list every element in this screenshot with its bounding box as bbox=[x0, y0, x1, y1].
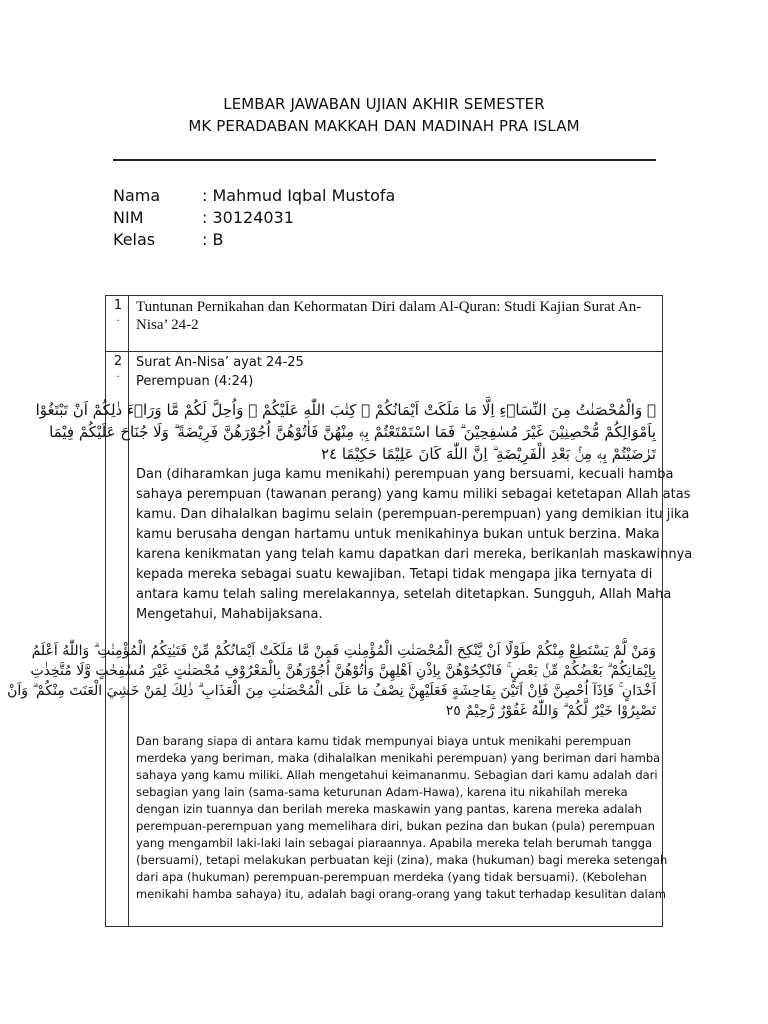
class-value: : B bbox=[202, 230, 224, 249]
name-value: : Mahmud Iqbal Mustofa bbox=[202, 186, 396, 205]
surah-subtitle: Perempuan (4:24) bbox=[136, 374, 254, 389]
answer-table bbox=[7, 295, 693, 927]
row-1-title-cell bbox=[136, 298, 654, 334]
header-divider bbox=[113, 159, 656, 161]
row-2-number-dot: . bbox=[116, 369, 120, 380]
ayat-24-arabic bbox=[35, 399, 656, 465]
translation-line: sebagian yang lain (sama-sama keturunan Adam-Hawa), karena itu nikahilah mereka bbox=[136, 785, 628, 799]
row-1-number-digit: 1 bbox=[113, 298, 123, 313]
translation-line: dengan izin tuannya dan berilah mereka maskawin yang pantas, karena mereka adalah bbox=[136, 802, 642, 816]
arabic-line: بِاِيْمَانِكُمْ ۗ بَعْضُكُمْ مِّنْۢ بَعْضٍ ۚ فَانْكِحُوْهُنَّ بِاِذْنِ اَهْلِهِنَّ وَاٰتُوْهُنَّ اُجُوْرَهُنَّ بِالْمَعْرُوْفِ مُحْصَنٰتٍ غَيْرَ مُسٰفِحٰتٍ وَّلَا مُتَّخِذٰتِ bbox=[30, 663, 656, 679]
arabic-line: اَخْدَانٍ ۚ فَاِذَآ اُحْصِنَّ فَاِنْ اَتَيْنَ بِفَاحِشَةٍ فَعَلَيْهِنَّ نِصْفُ مَا عَلَى الْمُحْصَنٰتِ مِنَ الْعَذَابِ ۗ ذٰلِكَ لِمَنْ خَشِيَ الْعَنَتَ مِنْكُمْ ۗ وَاَنْ bbox=[7, 683, 656, 699]
translation-line: kamu. Dan dihalalkan bagimu selain (perempuan-perempuan) yang demikian itu jika bbox=[136, 507, 690, 522]
arabic-line: ۞ وَالْمُحْصَنٰتُ مِنَ النِّسَاۤءِ اِلَّا مَا مَلَكَتْ اَيْمَانُكُمْ ۚ كِتٰبَ اللّٰهِ عَلَيْكُمْ ۚ وَاُحِلَّ لَكُمْ مَّا وَرَاۤءَ ذٰلِكُمْ اَنْ تَبْتَغُوْا bbox=[35, 401, 656, 419]
nim-label: NIM bbox=[113, 208, 144, 227]
translation-line: perempuan-perempuan yang memelihara diri, bukan pezina dan bukan (pula) perempuan bbox=[136, 819, 655, 833]
row-2-content-cell bbox=[7, 353, 693, 903]
translation-line: Dan barang siapa di antara kamu tidak mempunyai biaya untuk menikahi perempuan bbox=[136, 734, 632, 748]
arabic-line: بِاَمْوَالِكُمْ مُّحْصِنِيْنَ غَيْرَ مُسٰفِحِيْنَ ۗ فَمَا اسْتَمْتَعْتُمْ بِهٖ مِنْهُنَّ فَاٰتُوْهُنَّ اُجُوْرَهُنَّ فَرِيْضَةً ۗ وَلَا جُنَاحَ عَلَيْكُمْ فِيْمَا bbox=[49, 423, 656, 441]
arabic-line: وَمَنْ لَّمْ يَسْتَطِعْ مِنْكُمْ طَوْلًا اَنْ يَّنْكِحَ الْمُحْصَنٰتِ الْمُؤْمِنٰتِ فَمِنْ مَّا مَلَكَتْ اَيْمَانُكُمْ مِّنْ فَتَيٰتِكُمُ الْمُؤْمِنٰتِ ۗ وَاللّٰهُ اَعْلَمُ bbox=[31, 643, 656, 659]
translation-line: menikahi hamba sahaya) itu, adalah bagi orang-orang yang takut terhadap kesulitan dalam bbox=[136, 887, 666, 901]
translation-line: karena kenikmatan yang telah kamu dapatkan dari mereka, berikanlah maskawinnya bbox=[136, 547, 693, 562]
table-row-divider bbox=[106, 351, 662, 352]
translation-line: kamu berusaha dengan hartamu untuk menikahinya bukan untuk berzina. Maka bbox=[136, 527, 660, 542]
sheet-title-line1: LEMBAR JAWABAN UJIAN AKHIR SEMESTER bbox=[223, 95, 545, 113]
translation-line: Mengetahui, Mahabijaksana. bbox=[136, 607, 323, 622]
translation-line: kepada mereka sebagai suatu kewajiban. Tetapi tidak mengapa jika ternyata di bbox=[136, 567, 653, 582]
arabic-line: تَصْبِرُوْا خَيْرٌ لَّكُمْ ۗ وَاللّٰهُ غَفُوْرٌ رَّحِيْمٌ ٢٥ bbox=[445, 703, 656, 719]
row-2-number bbox=[111, 354, 125, 381]
translation-line: merdeka yang beriman, maka (dihalalkan menikahi perempuan) yang beriman dari hamba bbox=[136, 751, 661, 765]
translation-line: sahaya yang kamu miliki. Allah mengetahui keimananmu. Sebagian dari kamu adalah dari bbox=[136, 768, 658, 782]
sheet-title-line2: MK PERADABAN MAKKAH DAN MADINAH PRA ISLAM bbox=[188, 117, 580, 135]
translation-line: dari apa (hukuman) perempuan-perempuan merdeka (yang tidak bersuami). (Kebolehan bbox=[136, 870, 647, 884]
table-column-divider bbox=[128, 296, 129, 926]
row-1-number bbox=[111, 298, 125, 325]
nim-value: : 30124031 bbox=[202, 208, 294, 227]
row-1-title-line: Tuntunan Pernikahan dan Kehormatan Diri dalam Al-Quran: Studi Kajian Surat An- bbox=[136, 299, 642, 315]
translation-line: antara kamu telah saling merelakannya, setelah ditetapkan. Sungguh, Allah Maha bbox=[136, 587, 672, 602]
name-label: Nama bbox=[113, 186, 161, 205]
row-2-number-digit: 2 bbox=[113, 354, 123, 369]
translation-line: (bersuami), tetapi melakukan perbuatan keji (zina), maka (hukuman) bagi mereka setengah bbox=[136, 853, 668, 867]
ayat-24-translation bbox=[136, 465, 693, 625]
translation-line: sahaya perempuan (tawanan perang) yang kamu miliki sebagai ketetapan Allah atas bbox=[136, 487, 691, 502]
arabic-line: تَرٰضَيْتُمْ بِهٖ مِنْۢ بَعْدِ الْفَرِيْضَةِ ۗ اِنَّ اللّٰهَ كَانَ عَلِيْمًا حَكِيْمًا ٢٤ bbox=[320, 445, 656, 463]
ayat-25-arabic bbox=[7, 641, 656, 721]
row-1-title-line: Nisa’ 24-2 bbox=[136, 317, 199, 333]
surah-reference: Surat An-Nisa’ ayat 24-25 bbox=[136, 355, 304, 370]
ayat-25-translation bbox=[136, 733, 668, 903]
class-label: Kelas bbox=[113, 230, 156, 249]
translation-line: yang mengambil laki-laki lain sebagai piaraannya. Apabila mereka telah berumah tangga bbox=[136, 836, 653, 850]
row-1-number-dot: . bbox=[116, 313, 120, 324]
translation-line: Dan (diharamkan juga kamu menikahi) perempuan yang bersuami, kecuali hamba bbox=[136, 467, 674, 482]
